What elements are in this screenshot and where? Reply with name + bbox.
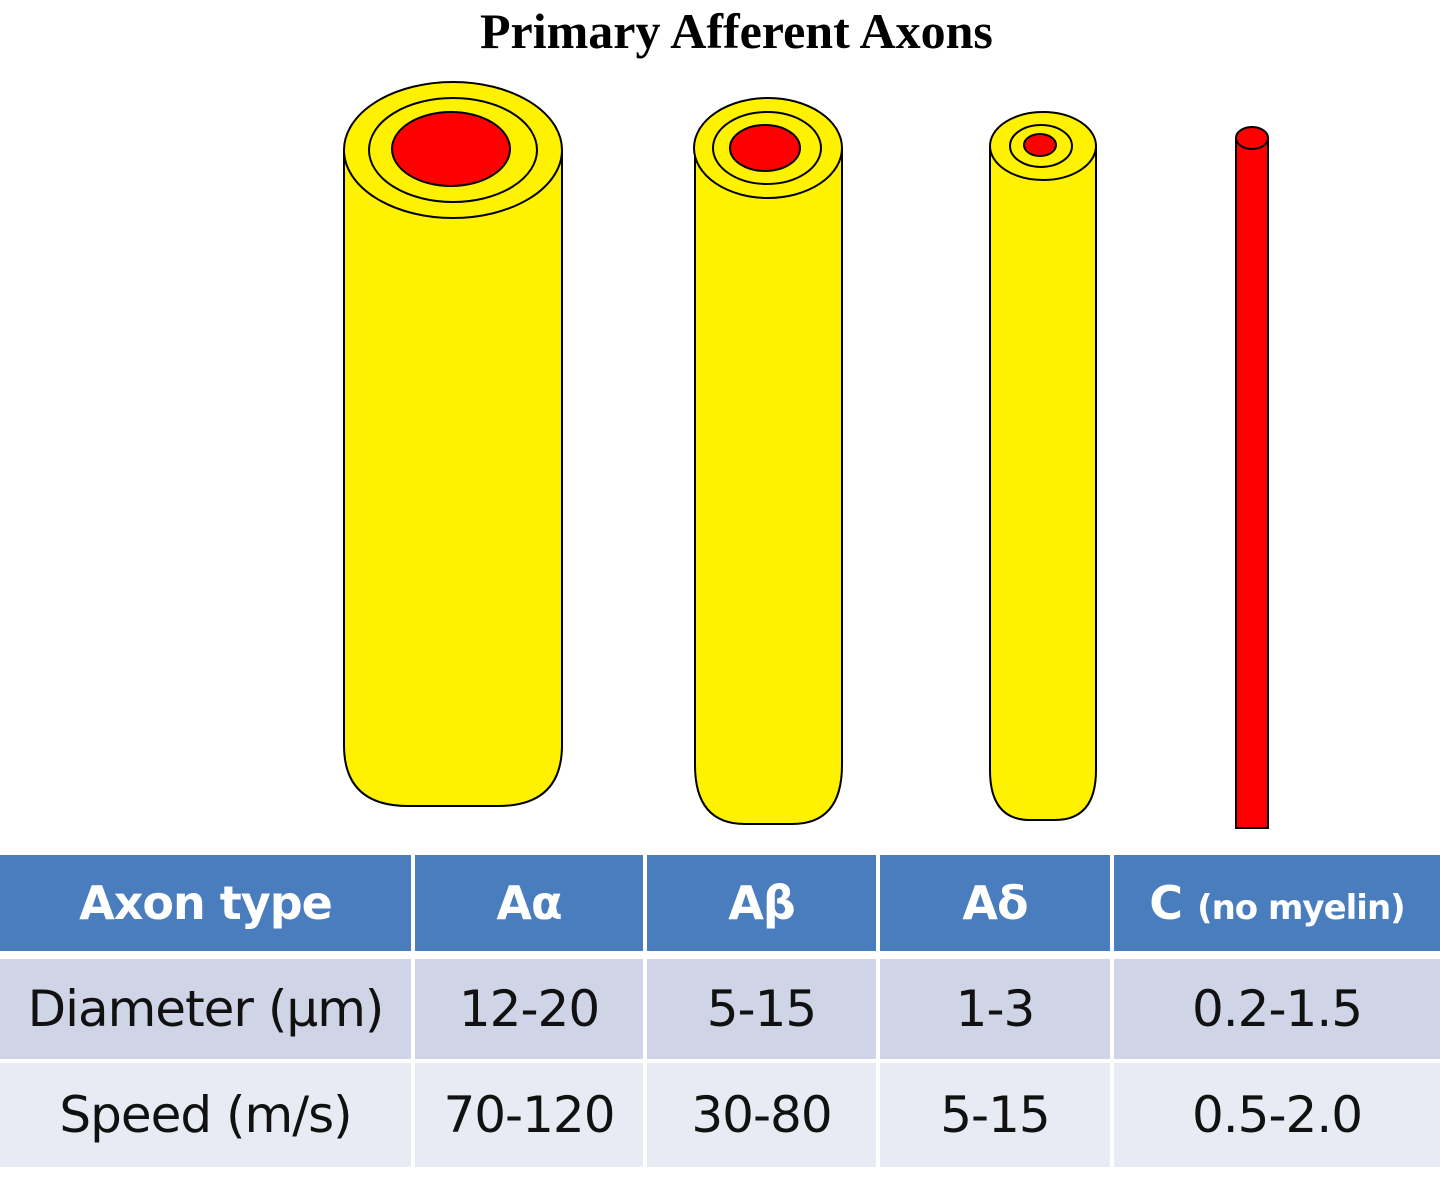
axon-comparison-table xyxy=(0,855,1440,1171)
cell-a-delta: 1-3 xyxy=(880,959,1114,1063)
cell-c: 0.2-1.5 xyxy=(1114,959,1440,1063)
axon-c-body xyxy=(1236,138,1268,828)
header-a-alpha: Aα xyxy=(415,855,647,959)
header-a-beta: Aβ xyxy=(647,855,880,959)
table-row-speed xyxy=(0,1063,1440,1171)
axon-a-beta-core xyxy=(730,125,800,171)
header-axon-type: Axon type xyxy=(0,855,415,959)
axon-a-delta-core xyxy=(1024,134,1056,156)
axon-c-top xyxy=(1236,127,1268,149)
axon-a-beta xyxy=(694,98,842,824)
header-a-delta: Aδ xyxy=(880,855,1114,959)
cell-a-beta: 30-80 xyxy=(647,1063,880,1171)
axon-a-alpha-core xyxy=(392,112,510,186)
axon-a-beta-myelin-body xyxy=(695,148,842,824)
axon-a-delta xyxy=(990,112,1096,820)
cell-a-alpha: 12-20 xyxy=(415,959,647,1063)
row-label: Speed (m/s) xyxy=(0,1063,415,1171)
axon-a-alpha-myelin-body xyxy=(344,150,562,806)
cell-a-delta: 5-15 xyxy=(880,1063,1114,1171)
cell-c: 0.5-2.0 xyxy=(1114,1063,1440,1171)
axon-a-alpha xyxy=(344,82,562,806)
table-header-row xyxy=(0,855,1440,959)
header-c xyxy=(1114,855,1440,959)
axon-a-delta-myelin-body xyxy=(990,146,1096,820)
header-c-note: (no myelin) xyxy=(1197,888,1405,928)
cell-a-beta: 5-15 xyxy=(647,959,880,1063)
axon-c xyxy=(1236,127,1268,828)
header-c-label: C xyxy=(1149,876,1183,930)
row-label: Diameter (μm) xyxy=(0,959,415,1063)
cell-a-alpha: 70-120 xyxy=(415,1063,647,1171)
table-row-diameter xyxy=(0,959,1440,1063)
diagram-title: Primary Afferent Axons xyxy=(480,3,993,59)
